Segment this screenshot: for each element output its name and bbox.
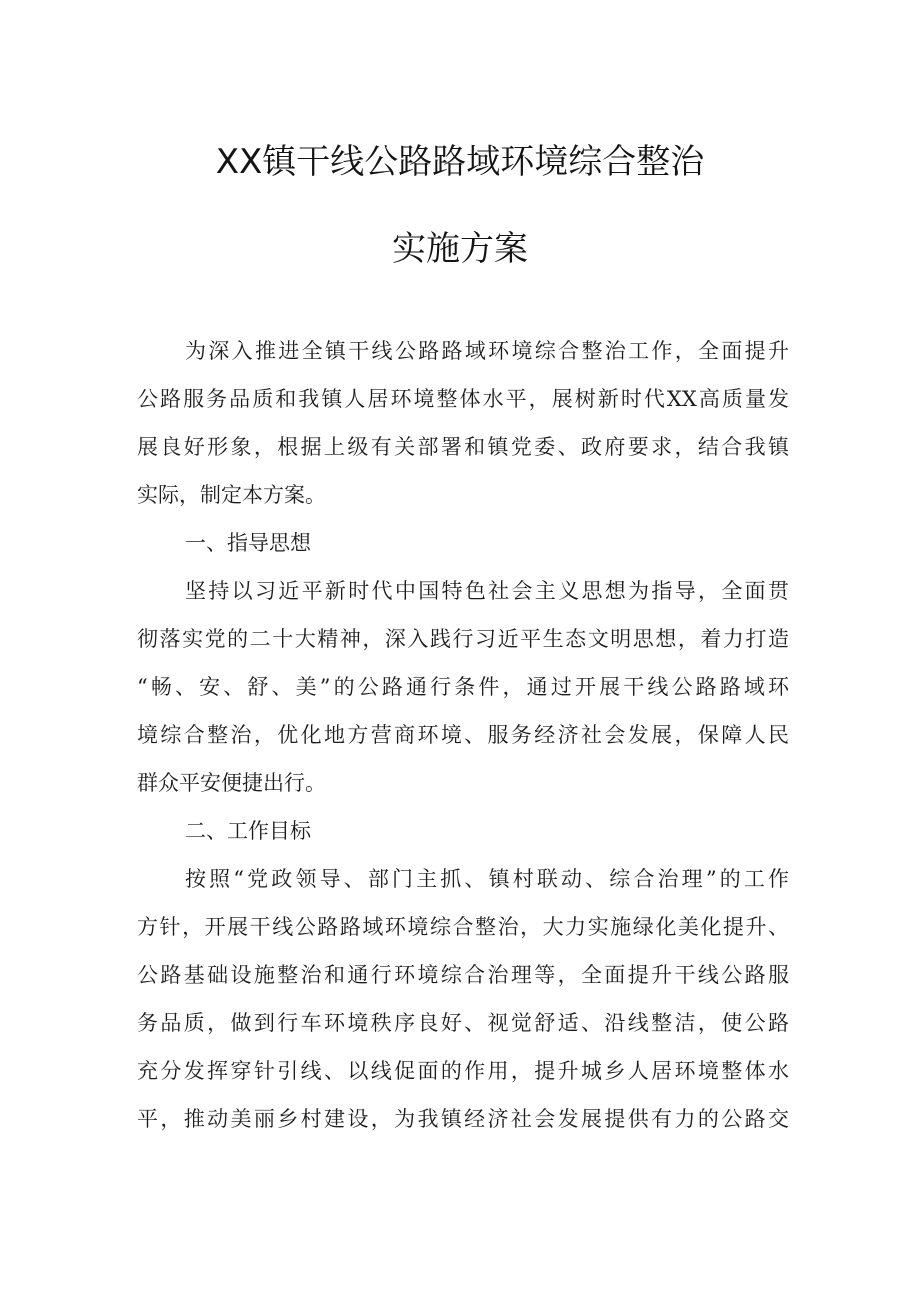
intro-line-1: 为深入推进全镇干线公路路域环境综合整治工作，全面提升 xyxy=(185,339,789,363)
section2-line-2: 方针，开展干线公路路域环境综合整治，大力实施绿化美化提升、 xyxy=(137,915,789,939)
section2-line-6: 平，推动美丽乡村建设，为我镇经济社会发展提供有力的公路交 xyxy=(137,1107,789,1131)
section-heading-work-goals: 二、工作目标 xyxy=(185,819,311,843)
section2-line-4: 务品质，做到行车环境秩序良好、视觉舒适、沿线整洁，使公路 xyxy=(137,1011,789,1035)
section1-line-5: 群众平安便捷出行。 xyxy=(137,771,326,795)
intro-line-2: 公路服务品质和我镇人居环境整体水平，展树新时代XX高质量发 xyxy=(137,387,789,411)
document-title-line-2: 实施方案 xyxy=(392,229,528,269)
document-title-line-1: XX镇干线公路路域环境综合整治 xyxy=(215,142,705,182)
section2-line-3: 公路基础设施整治和通行环境综合治理等，全面提升干线公路服 xyxy=(137,963,789,987)
section2-line-5: 充分发挥穿针引线、以线促面的作用，提升城乡人居环境整体水 xyxy=(137,1059,789,1083)
section1-line-4: 境综合整治，优化地方营商环境、服务经济社会发展，保障人民 xyxy=(137,723,789,747)
intro-line-3: 展良好形象，根据上级有关部署和镇党委、政府要求，结合我镇 xyxy=(137,435,789,459)
section1-line-3: “畅、安、舒、美”的公路通行条件，通过开展干线公路路域环 xyxy=(137,675,789,699)
section1-line-2: 彻落实党的二十大精神，深入践行习近平生态文明思想，着力打造 xyxy=(137,627,789,651)
section2-line-1: 按照“党政领导、部门主抓、镇村联动、综合治理”的工作 xyxy=(185,867,789,891)
intro-line-4: 实际，制定本方案。 xyxy=(137,483,326,507)
section-heading-guiding-ideology: 一、指导思想 xyxy=(185,531,311,555)
section1-line-1: 坚持以习近平新时代中国特色社会主义思想为指导，全面贯 xyxy=(185,579,789,603)
